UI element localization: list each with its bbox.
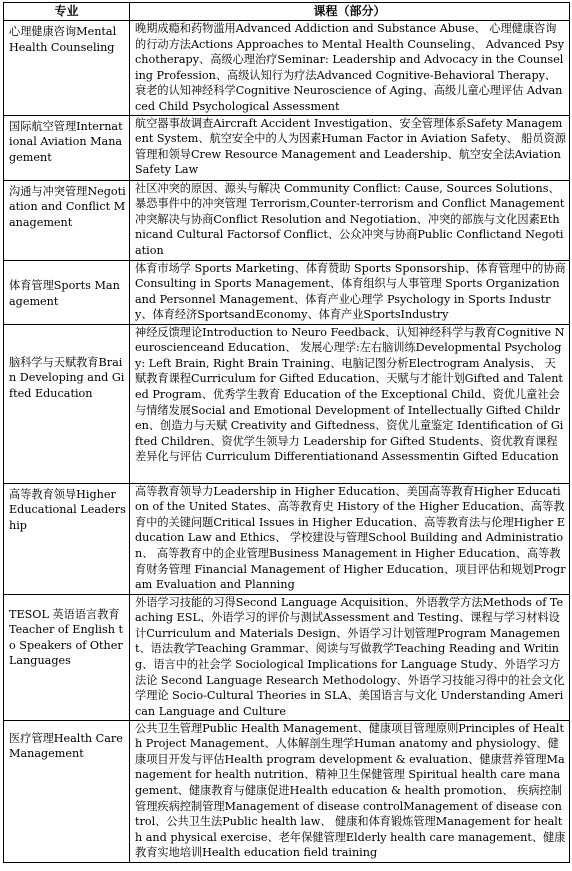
course-table: [3, 2, 570, 863]
table-row: [4, 180, 570, 260]
major-cell: 医疗管理Health Care Management: [4, 720, 130, 862]
major-cell: 高等教育领导Higher Educational Leadership: [4, 483, 130, 594]
table-row: [4, 594, 570, 720]
major-cell: 国际航空管理International Aviation Management: [4, 115, 130, 180]
courses-cell: 晚期成瘾和药物滥用Advanced Addiction and Substance Abuse、 心理健康咨询的行动方法Actions Approaches to Mental Health Counseling、 Advanced Psychotherapy、高级心理治疗Seminar: Leadership and Advocacy in the Counseling Profession、高级认知行为疗法Advanced Cognitive-Behavioral Therapy、衰老的认知神经科学Cognitive Neuroscience of Aging、高级儿童心理评估 Advanced Child Psychological Assessment: [130, 21, 570, 116]
major-cell: 体育管理Sports Management: [4, 260, 130, 324]
table-row: [4, 483, 570, 594]
major-cell: 心理健康咨询Mental Health Counseling: [4, 21, 130, 116]
table-row: [4, 115, 570, 180]
header-major: 专业: [4, 3, 130, 21]
courses-cell: 体育市场学 Sports Marketing、体育赞助 Sports Sponsorship、体育管理中的协商 Consulting in Sports Management、体育组织与人事管理 Sports Organization and Personnel Management、体育产业心理学 Psychology in Sports Industry、体育经济SportsandEconomy、体育产业SportsIndustry: [130, 260, 570, 324]
table-row: [4, 720, 570, 862]
table-row: [4, 260, 570, 324]
table-header-row: [4, 3, 570, 21]
courses-cell: 航空器事故调查Aircraft Accident Investigation、安全管理体系Safety Management System、航空安全中的人为因素Human Factor in Aviation Safety、 船员资源管理和领导Crew Resource Management and Leadership、航空安全法Aviation Safety Law: [130, 115, 570, 180]
major-cell: 脑科学与天赋教育Brain Developing and Gifted Education: [4, 324, 130, 483]
major-cell: 沟通与冲突管理Negotiation and Conflict Management: [4, 180, 130, 260]
table-row: [4, 21, 570, 116]
major-cell: TESOL 英语语言教育 Teacher of English to Speakers of Other Languages: [4, 594, 130, 720]
courses-cell: 外语学习技能的习得Second Language Acquisition、外语教学方法Methods of Teaching ESL、外语学习的评价与测试Assessment and Testing、课程与学习材料设计Curriculum and Materials Design、外语学习计划管理Program Management、语法教学Teaching Grammar、阅读与写做教学Teaching Reading and Writing、语言中的社会学 Sociological Implications for Language Study、外语学习方法论 Second Language Research Methodology、外语学习技能习得中的社会文化学理论 Socio-Cultural Theories in SLA、美国语言与文化 Understanding American Language and Culture: [130, 594, 570, 720]
courses-cell: 高等教育领导力Leadership in Higher Education、美国高等教育Higher Education of the United States、高等教育史 History of the Higher Education、高等教育中的关键问题Critical Issues in Higher Education、高等教育法与伦理Higher Education Law and Ethics、 学校建设与管理School Building and Administration、 高等教育中的企业管理Business Management in Higher Education、高等教育财务管理 Financial Management of Higher Education、项目评估和规划Program Evaluation and Planning: [130, 483, 570, 594]
courses-cell: 社区冲突的原因、源头与解决 Community Conflict: Cause, Sources Solutions、暴恐事件中的冲突管理 Terrorism,Counter-terrorism and Conflict Management冲突解决与协商Conflict Resolution and Negotiation、冲突的部族与文化因素Ethnicand Cultural Factorsof Conflict、公众冲突与协商Public Conflictand Negotiation: [130, 180, 570, 260]
header-courses: 课程（部分）: [130, 3, 570, 21]
courses-cell: 神经反馈理论Introduction to Neuro Feedback、认知神经科学与教育Cognitive Neuroscienceand Education、 发展心理学:左右脑训练Developmental Psychology: Left Brain, Right Brain Training、电脑记图分析Electrogram Analysis、 天赋教育课程Curriculum for Gifted Education、天赋与才能计划Gifted and Talented Program、优秀学生教育 Education of the Exceptional Child、资优儿童社会与情绪发展Social and Emotional Development of Intellectually Gifted Children、创造力与天赋 Creativity and Giftedness、资优儿童鉴定 Identification of Gifted Children、资优学生领导力 Leadership for Gifted Students、资优教育课程差异化与评估 Curriculum Differentiationand Assessmentin Gifted Education: [130, 324, 570, 483]
courses-cell: 公共卫生管理Public Health Management、健康项目管理原则Principles of Health Project Management、人体解剖生理学Human anatomy and physiology、健康项目开发与评估Health program development & evaluation、健康营养管理Management for health nutrition、精神卫生保健管理 Spiritual health care management、健康教育与健康促进Health education & health promotion、 疾病控制管理疾病控制管理Management of disease controlManagement of disease control、公共卫生法Public health law、 健康和体育锻炼管理Management for health and physical exercise、老年保健管理Elderly health care management、健康教育实地培训Health education field training: [130, 720, 570, 862]
table-row: [4, 324, 570, 483]
